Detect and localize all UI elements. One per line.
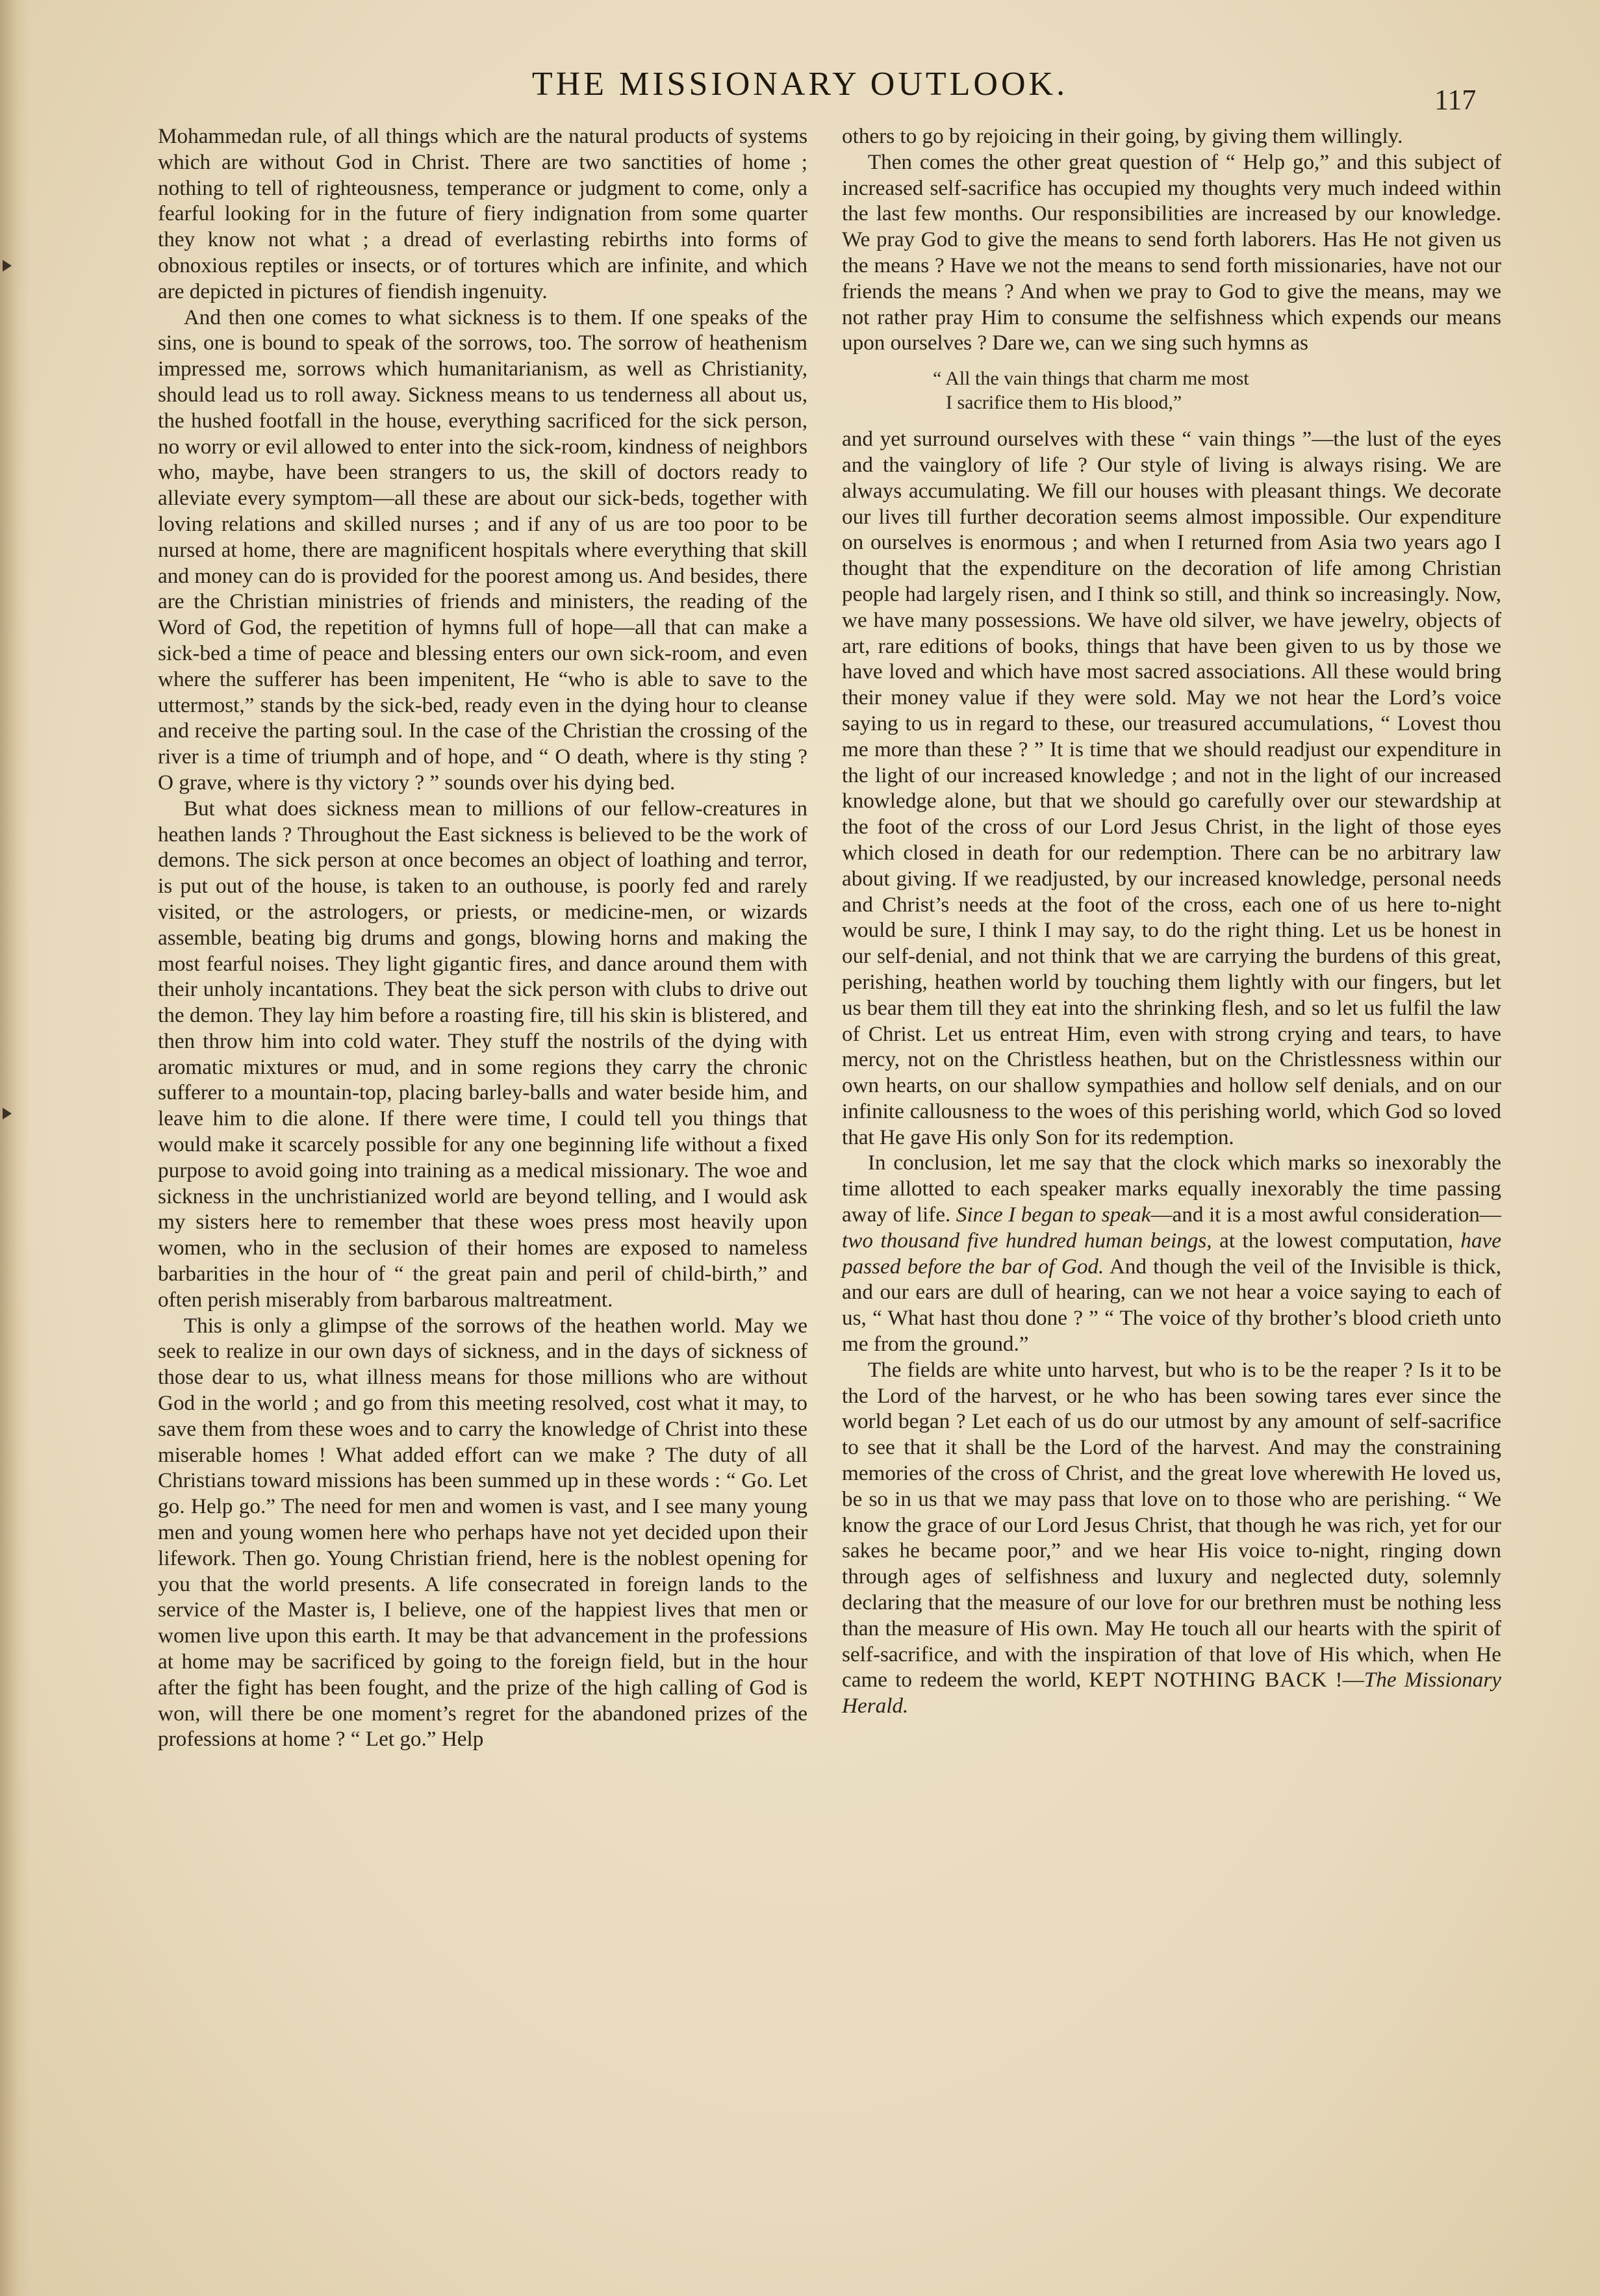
margin-tick-mark: [3, 260, 12, 272]
small-caps-phrase: KEPT NOTHING BACK: [1089, 1668, 1328, 1692]
paragraph: This is only a glimpse of the sorrows of the heathen world. May we seek to realize in our own days of sickness, and in the days of sickness of those dear to us, what illness means for those millions who are without God in the world ; and go from this meeting resolved, cost what it may, to save them from these woes and to carry the knowledge of Christ into these miserable homes ! What added effort can we make ? The duty of all Christians toward missions has been summed up in these words : “ Go. Let go. Help go.” The need for men and women is vast, and I see many young men and young women here who perhaps have not yet decided upon their lifework. Then go. Young Christian friend, here is the noblest opening for you that the world presents. A life consecrated in foreign lands to the service of the Master is, I believe, one of the happiest lives that men or women live upon this earth. It may be that advancement in the professions at home may be sacrificed by going to the foreign field, but in the hour after the fight has been fought, and the prize of the high calling of God is won, will there be one moment’s regret for the abandoned prizes of the professions at home ? “ Let go.” Help: [158, 1313, 807, 1752]
margin-tick-mark: [3, 1108, 12, 1119]
text-run: !—: [1335, 1668, 1364, 1692]
paragraph: Then comes the other great question of “ Help go,” and this subject of increased self-sacrifice has occupied my thoughts very much indeed within the last few months. Our responsibilities are increased by our knowledge. We pray God to give the means to send forth laborers. Has He not given us the means ? Have we not the means to send forth missionaries, have not our friends the means ? And when we pray to God to give the means, may we not rather pray Him to consume the selfishness which expends our means upon ourselves ? Dare we, can we sing such hymns as: [842, 149, 1501, 355]
paragraph: [842, 1150, 1501, 1357]
page-number: 117: [1434, 84, 1477, 116]
italic-phrase: have passed before the bar of God.: [842, 1228, 1502, 1279]
right-column: [842, 123, 1501, 1719]
text-run: at the lowest computation,: [1219, 1228, 1453, 1253]
source-citation: The Missionary Herald.: [842, 1668, 1502, 1718]
italic-phrase: two thousand five hundred human beings,: [842, 1228, 1212, 1253]
paragraph: [842, 1357, 1501, 1719]
italic-phrase: Since I began to speak: [956, 1203, 1151, 1227]
binding-shadow: [0, 0, 30, 2296]
text-run: And though the veil of the Invisible is thick, and our ears are dull of hearing, can we not hear a voice saying to each of us, “ What hast thou done ? ” “ The voice of thy brother’s blood crieth unto me from the ground.”: [842, 1254, 1502, 1357]
paragraph: And then one comes to what sickness is to them. If one speaks of the sins, one is bound to speak of the sorrows, too. The sorrow of heathenism impressed me, sorrows which humanitarianism, as well as Christianity, should lead us to roll away. Sickness means to us tenderness all about us, the hushed footfall in the house, everything sacrificed for the sick person, no worry or evil allowed to enter into the sick-room, kindness of neighbors who, maybe, have been strangers to us, the skill of doctors ready to alleviate every symptom—all these are about our sick-beds, together with loving relations and skilled nurses ; and if any of us are too poor to be nursed at home, there are magnificent hospitals where everything that skill and money can do is provided for the poorest among us. And besides, there are the Christian ministries of friends and ministers, the reading of the Word of God, the repetition of hymns full of hope—all that can make a sick-bed a time of peace and blessing enters our own sick-room, and even where the sufferer has been impenitent, He “who is able to save to the uttermost,” stands by the sick-bed, ready even in the dying hour to cleanse and receive the parting soul. In the case of the Christian the crossing of the river is a time of triumph and of hope, and “ O death, where is thy sting ? O grave, where is thy victory ? ” sounds over his dying bed.: [158, 305, 807, 795]
hymn-quote-line: I sacrifice them to His blood,”: [946, 392, 1182, 414]
text-run: In conclusion, let me say that the clock which marks so inexorably the time allotted to each speaker marks equally inexorably the time passing away of life.: [842, 1151, 1501, 1227]
paragraph: Mohammedan rule, of all things which are the natural products of systems which are without God in Christ. There are two sanctities of home ; nothing to tell of righteousness, temperance or judgment to come, only a fearful looking for in the future of fiery indignation from some quarter they know not what ; a dread of everlasting rebirths into forms of obnoxious reptiles or insects, or of tortures which are infinite, and which are depicted in pictures of fiendish ingenuity.: [158, 124, 807, 303]
text-run: The fields are white unto harvest, but who is to be the reaper ? Is it to be the Lord of the harvest, or he who has been sowing tares ever since the world began ? Let each of us do our utmost by any amount of self-sacrifice to see that it shall be the Lord of the harvest. And may the constraining memories of the cross of Christ, and the great love wherewith He loved us, be so in us that we may pass that love on to those who are perishing. “ We know the grace of our Lord Jesus Christ, that though he was rich, yet for our sakes he became poor,” and we hear His voice to-night, ringing down through ages of selfishness and luxury and neglected duty, solemnly declaring that the measure of our love for our brethren must be nothing less than the measure of His own. May He touch all our hearts with the spirit of self-sacrifice, and with the inspiration of that love of His which, when He came to redeem the world,: [842, 1357, 1501, 1692]
hymn-quote: [842, 366, 1501, 415]
running-head: THE MISSIONARY OUTLOOK.: [531, 66, 1069, 103]
paragraph: and yet surround ourselves with these “ vain things ”—the lust of the eyes and the vainglory of life ? Our style of living is always rising. We are always accumulating. We fill our houses with pleasant things. We decorate our lives till further decoration seems almost impossible. Our expenditure on ourselves is enormous ; and when I returned from Asia two years ago I thought that the expenditure on the decoration of life among Christian people had largely risen, and I think so still, and think so increasingly. Now, we have many possessions. We have old silver, we have jewelry, objects of art, rare editions of books, things that have been given to us by those we have loved and which have most sacred associations. All these would bring their money value if they were sold. May we not hear the Lord’s voice saying to us in regard to these, our treasured accumulations, “ Lovest thou me more than these ? ” It is time that we should readjust our expenditure in the light of our increased knowledge ; and not in the light of our increased knowledge alone, but that we should go carefully over our stewardship at the foot of the cross of our Lord Jesus Christ, in the light of those eyes which closed in death for our redemption. There can be no arbitrary law about giving. If we readjusted, by our increased knowledge, personal needs and Christ’s needs at the foot of the cross, each one of us here to-night would be sure, I think I may say, to do the right thing. Let us be honest in our self-denial, and not think that we are carrying the burdens of this great, perishing, heathen world by touching them lightly with our fingers, but let us bear them till they eat into the shrinking flesh, and so let us fulfil the law of Christ. Let us entreat Him, even with strong crying and tears, to have mercy, not on the Christless heathen, but on the Christlessness within our own hearts, on our shallow sympathies and hollow self denials, and on our infinite callousness to the woes of this perishing world, which God so loved that He gave His only Son for its redemption.: [842, 427, 1501, 1149]
hymn-quote-line: “ All the vain things that charm me most: [933, 368, 1249, 390]
paragraph: But what does sickness mean to millions of our fellow-creatures in heathen lands ? Throughout the East sickness is believed to be the work of demons. The sick person at once becomes an object of loathing and terror, is put out of the house, is taken to an outhouse, is poorly fed and rarely visited, or the astrologers, or priests, or medicine-men, or wizards assemble, beating big drums and gongs, blowing horns and making the most fearful noises. They light gigantic fires, and dance around them with their unholy incantations. They beat the sick person with clubs to drive out the demon. They lay him before a roasting fire, till his skin is blistered, and then throw him into cold water. They stuff the nostrils of the dying with aromatic mixtures or mud, and in some regions they carry the chronic sufferer to a mountain-top, placing barley-balls and water beside him, and leave him to die alone. If there were time, I could tell you things that would make it scarcely possible for any one beginning life without a fixed purpose to avoid going into training as a medical missionary. The woe and sickness in the unchristianized world are beyond telling, and I would ask my sisters here to remember that these woes press most heavily upon women, who in the seclusion of their homes are exposed to nameless barbarities in the hour of “ the great pain and peril of child-birth,” and often perish miserably from barbarous maltreatment.: [158, 796, 807, 1312]
paragraph: others to go by rejoicing in their going, by giving them willingly.: [842, 124, 1403, 148]
text-run: —and it is a most awful consideration—: [1150, 1203, 1501, 1227]
left-column: [158, 123, 807, 1752]
